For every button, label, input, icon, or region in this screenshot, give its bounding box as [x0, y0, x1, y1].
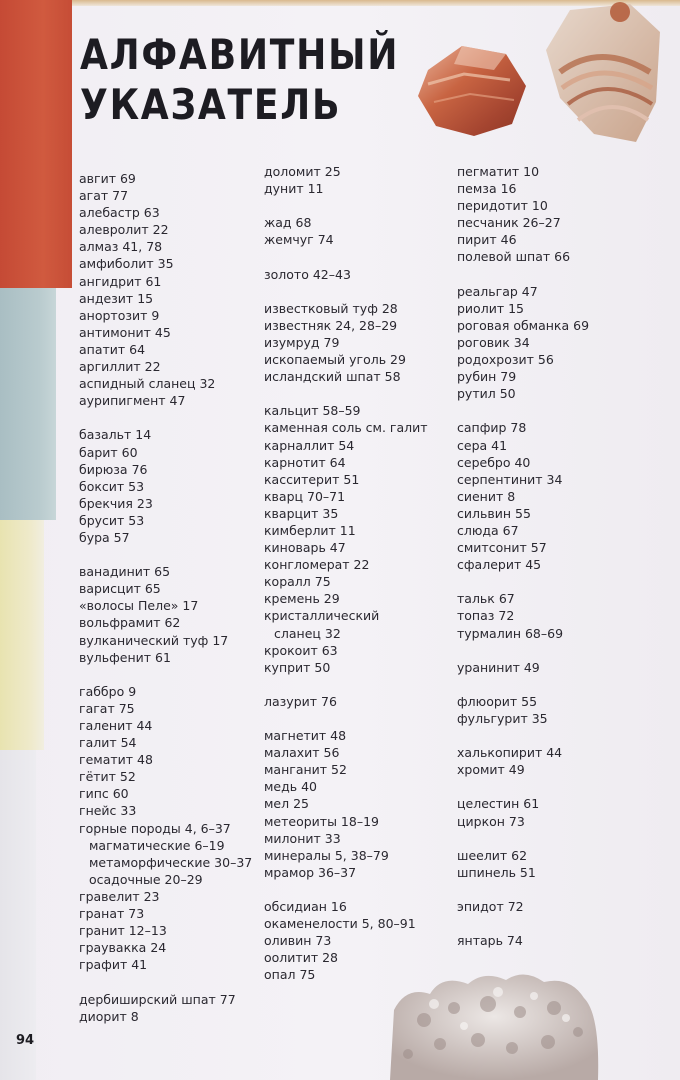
index-entry: серпентинит 34 — [457, 471, 563, 487]
index-entry: целестин 61 — [457, 796, 540, 812]
index-gap — [457, 881, 589, 898]
index-subentry: осадочные 20–29 — [89, 871, 203, 887]
index-entry: диорит 8 — [79, 1008, 139, 1024]
index-entry: гематит 48 — [79, 752, 153, 768]
index-entry: вульфенит 61 — [79, 649, 171, 665]
index-entry: тальк 67 — [457, 591, 515, 607]
index-entry: коралл 75 — [264, 574, 331, 590]
index-entry: пемза 16 — [457, 181, 517, 197]
index-entry: брусит 53 — [79, 512, 145, 528]
index-entry: антимонит 45 — [79, 324, 171, 340]
index-entry: габбро 9 — [79, 683, 137, 699]
index-entry: каменная соль см. галит — [264, 420, 428, 436]
index-gap — [457, 266, 589, 283]
index-entry: вольфрамит 62 — [79, 615, 181, 631]
index-entry: малахит 56 — [264, 745, 340, 761]
index-entry: гипс 60 — [79, 786, 129, 802]
index-entry: варисцит 65 — [79, 581, 161, 597]
index-entry: халькопирит 44 — [457, 745, 563, 761]
index-entry: боксит 53 — [79, 478, 145, 494]
index-entry: карналлит 54 — [264, 437, 355, 453]
index-gap — [264, 248, 428, 265]
color-strip-red — [0, 0, 72, 288]
index-column-3 — [457, 163, 589, 949]
index-entry: граувакка 24 — [79, 940, 167, 956]
index-entry: брекчия 23 — [79, 495, 153, 511]
index-entry: фульгурит 35 — [457, 711, 548, 726]
index-entry: аурипигмент 47 — [79, 393, 186, 409]
index-entry: ангидрит 61 — [79, 273, 162, 289]
index-entry: кварц 70–71 — [264, 488, 346, 504]
index-entry: манганит 52 — [264, 762, 347, 778]
index-entry: шеелит 62 — [457, 847, 528, 863]
index-entry: жемчуг 74 — [264, 232, 334, 248]
index-gap — [457, 727, 589, 744]
index-entry: гётит 52 — [79, 769, 136, 785]
index-entry: хромит 49 — [457, 762, 525, 778]
index-entry: сиенит 8 — [457, 488, 516, 504]
index-entry: касситерит 51 — [264, 471, 360, 487]
index-entry: доломит 25 — [264, 164, 341, 179]
index-entry: сфалерит 45 — [457, 557, 542, 573]
index-gap — [264, 710, 428, 727]
index-entry: гнейс 33 — [79, 803, 137, 819]
index-entry: мел 25 — [264, 796, 309, 812]
index-entry: циркон 73 — [457, 813, 525, 829]
index-subentry: сланец 32 — [274, 625, 341, 641]
page-title — [80, 30, 399, 130]
index-entry: дунит 11 — [264, 181, 324, 197]
index-entry: крокоит 63 — [264, 642, 338, 658]
index-entry: эпидот 72 — [457, 899, 524, 915]
index-entry: оолитит 28 — [264, 950, 338, 966]
index-entry: роговая обманка 69 — [457, 317, 590, 333]
index-entry: изумруд 79 — [264, 334, 340, 350]
color-strip — [0, 0, 72, 1080]
index-entry: лазурит 76 — [264, 693, 337, 709]
index-entry: магнетит 48 — [264, 728, 347, 744]
index-entry: медь 40 — [264, 779, 318, 795]
index-gap — [457, 830, 589, 847]
index-subentry: метаморфические 30–37 — [89, 854, 253, 870]
index-gap — [79, 546, 252, 563]
index-entry: оливин 73 — [264, 933, 332, 949]
index-entry: вулканический туф 17 — [79, 632, 229, 648]
index-gap — [264, 881, 428, 898]
index-entry: амфиболит 35 — [79, 256, 174, 272]
index-entry: известняк 24, 28–29 — [264, 317, 398, 333]
index-entry: флюорит 55 — [457, 693, 538, 709]
index-gap — [457, 915, 589, 932]
index-entry: авгит 69 — [79, 171, 136, 186]
index-entry: окаменелости 5, 80–91 — [264, 916, 416, 932]
index-entry: кристаллический — [264, 608, 380, 624]
index-entry: агат 77 — [79, 188, 129, 204]
index-entry: галит 54 — [79, 735, 137, 751]
index-entry: опал 75 — [264, 967, 316, 983]
index-gap — [457, 778, 589, 795]
index-column-2 — [264, 163, 428, 984]
index-entry: кремень 29 — [264, 591, 340, 607]
index-entry: золото 42–43 — [264, 266, 351, 282]
index-entry: шпинель 51 — [457, 864, 536, 880]
index-entry: барит 60 — [79, 444, 138, 460]
index-gap — [79, 409, 252, 426]
index-entry: алебастр 63 — [79, 205, 160, 221]
index-subentry: магматические 6–19 — [89, 837, 225, 853]
index-entry: карнотит 64 — [264, 454, 346, 470]
index-entry: минералы 5, 38–79 — [264, 847, 389, 863]
index-entry: реальгар 47 — [457, 283, 538, 299]
index-entry: жад 68 — [264, 215, 312, 231]
index-entry: куприт 50 — [264, 659, 331, 675]
index-gap — [457, 402, 589, 419]
index-column-1 — [79, 170, 252, 1025]
index-gap — [457, 573, 589, 590]
index-entry: перидотит 10 — [457, 198, 548, 214]
index-entry: сильвин 55 — [457, 505, 531, 521]
agate-mineral-image — [540, 2, 664, 148]
index-gap — [457, 676, 589, 693]
title-line-1: АЛФАВИТНЫЙ — [80, 30, 400, 79]
index-entry: янтарь 74 — [457, 933, 523, 949]
index-entry: базальт 14 — [79, 427, 152, 443]
index-entry: графит 41 — [79, 957, 148, 973]
index-entry: пегматит 10 — [457, 164, 540, 179]
index-entry: кальцит 58–59 — [264, 403, 361, 419]
index-entry: мрамор 36–37 — [264, 864, 357, 880]
index-gap — [457, 642, 589, 659]
index-entry: кварцит 35 — [264, 505, 339, 521]
index-entry: аспидный сланец 32 — [79, 376, 216, 392]
index-entry: анортозит 9 — [79, 307, 160, 323]
index-gap — [79, 973, 252, 990]
index-entry: роговик 34 — [457, 334, 530, 350]
index-entry: исландский шпат 58 — [264, 369, 401, 385]
index-entry: дербиширский шпат 77 — [79, 991, 236, 1007]
index-entry: бура 57 — [79, 529, 130, 545]
index-entry: ископаемый уголь 29 — [264, 352, 406, 368]
index-entry: метеориты 18–19 — [264, 813, 379, 829]
index-gap — [264, 197, 428, 214]
index-entry: конгломерат 22 — [264, 557, 370, 573]
index-entry: риолит 15 — [457, 300, 524, 316]
index-entry: андезит 15 — [79, 290, 154, 306]
index-entry: гранат 73 — [79, 906, 145, 922]
title-line-2: УКАЗАТЕЛЬ — [80, 80, 342, 129]
index-entry: милонит 33 — [264, 830, 341, 846]
index-entry: смитсонит 57 — [457, 540, 547, 556]
index-entry: горные породы 4, 6–37 — [79, 820, 231, 836]
index-entry: алевролит 22 — [79, 222, 169, 238]
index-entry: уранинит 49 — [457, 659, 540, 675]
index-entry: топаз 72 — [457, 608, 515, 624]
index-entry: рубин 79 — [457, 369, 517, 385]
index-entry: гагат 75 — [79, 700, 135, 716]
index-entry: аргиллит 22 — [79, 359, 161, 375]
color-strip-yellow — [0, 520, 44, 750]
index-entry: песчаник 26–27 — [457, 215, 561, 231]
index-entry: гравелит 23 — [79, 888, 160, 904]
index-entry: сапфир 78 — [457, 420, 527, 436]
index-entry: бирюза 76 — [79, 461, 148, 477]
index-entry: гранит 12–13 — [79, 923, 167, 939]
index-entry: родохрозит 56 — [457, 352, 554, 368]
index-entry: киноварь 47 — [264, 540, 346, 556]
jasper-mineral-image — [414, 40, 530, 140]
index-entry: ванадинит 65 — [79, 564, 171, 580]
index-entry: слюда 67 — [457, 522, 519, 538]
index-entry: турмалин 68–69 — [457, 625, 564, 641]
index-entry: галенит 44 — [79, 718, 153, 733]
color-strip-blue — [0, 288, 56, 520]
index-entry: пирит 46 — [457, 232, 517, 248]
index-gap — [79, 666, 252, 683]
index-entry: кимберлит 11 — [264, 522, 356, 538]
index-gap — [264, 283, 428, 300]
color-strip-pale — [0, 750, 36, 1080]
index-entry: «волосы Пеле» 17 — [79, 598, 199, 614]
index-entry: известковый туф 28 — [264, 300, 398, 316]
index-entry: рутил 50 — [457, 386, 516, 402]
page-number: 94 — [16, 1033, 35, 1048]
index-entry: серебро 40 — [457, 454, 531, 470]
index-entry: обсидиан 16 — [264, 899, 347, 915]
index-gap — [264, 676, 428, 693]
index-entry: апатит 64 — [79, 341, 146, 357]
index-gap — [264, 385, 428, 402]
index-entry: алмаз 41, 78 — [79, 239, 163, 255]
index-entry: сера 41 — [457, 437, 508, 453]
index-entry: полевой шпат 66 — [457, 249, 571, 265]
